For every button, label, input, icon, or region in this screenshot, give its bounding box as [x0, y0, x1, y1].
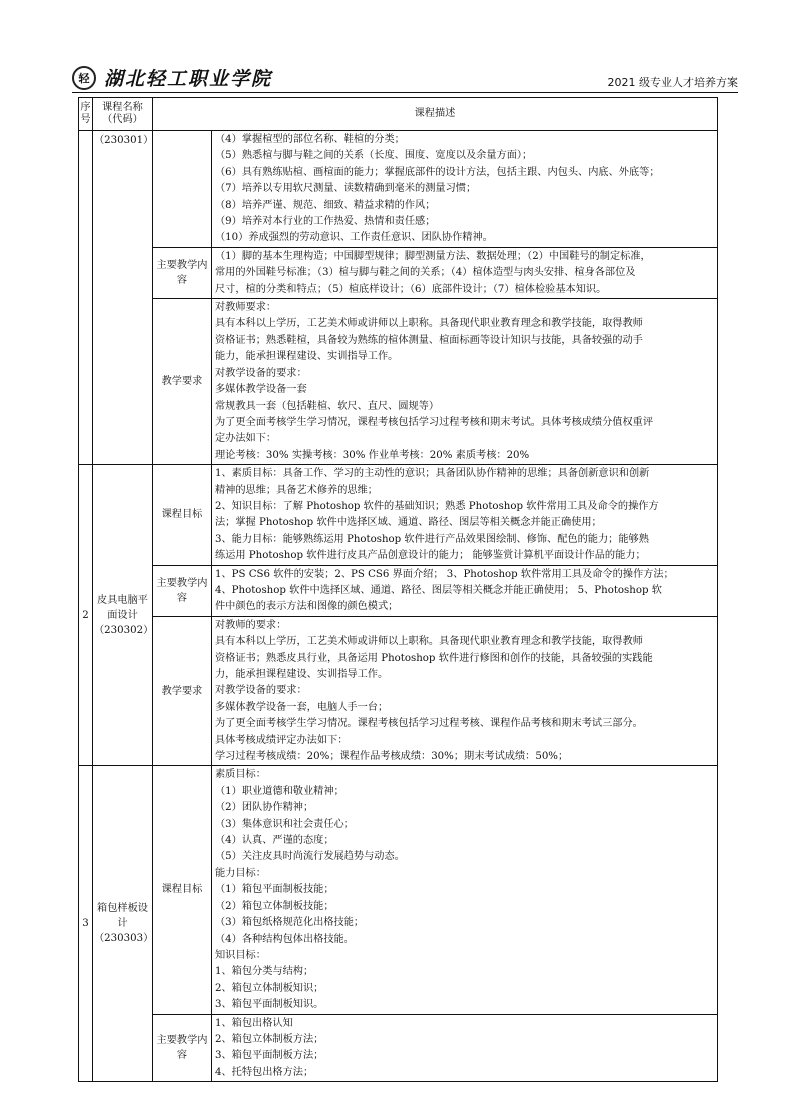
page-header: [72, 62, 738, 92]
desc-line: 2、箱包立体制板方法；: [215, 1033, 324, 1045]
desc-line: 1、箱包出格认知: [215, 1017, 293, 1029]
desc-line: 对教学设备的要求：: [215, 367, 307, 379]
desc-line: （2）团队协作精神；: [215, 802, 314, 814]
course3-goal-row: [79, 766, 718, 1014]
course1-req-label: 教学要求: [153, 299, 212, 465]
desc-line: （1）箱包平面制板技能；: [215, 884, 334, 896]
course3-content-desc: [212, 1014, 718, 1082]
course3-content-row: [79, 1014, 718, 1082]
course2-goal-row: [79, 465, 718, 565]
course1-content-label: 主要教学内容: [153, 247, 212, 298]
course3-content-label: 主要教学内容: [153, 1014, 212, 1082]
course1-goal-row: [79, 131, 718, 248]
desc-line: 资格证书；熟悉鞋楦，具备较为熟练的楦体测量、楦面标画等设计知识与技能，具备较强的动手: [215, 334, 643, 346]
course2-num: 2: [79, 465, 93, 766]
desc-line: （4）各种结构包体出格技能。: [215, 933, 354, 945]
header-seq: 序号: [79, 98, 93, 131]
course3-title: 箱包样板设计: [97, 903, 148, 930]
header-course: 课程名称（代码）: [93, 98, 153, 131]
course3-goal-label: 课程目标: [153, 766, 212, 1014]
course3-code: （230303）: [94, 933, 154, 945]
desc-line: 件中颜色的表示方法和图像的颜色模式；: [215, 601, 399, 613]
desc-line: 资格证书；熟悉皮具行业，具备运用 Photoshop 软件进行修图和创作的技能，具备较强的实践能: [215, 652, 653, 664]
desc-line: 能力，能承担课程建设、实训指导工作。: [215, 351, 399, 363]
course1-name: [93, 131, 153, 465]
desc-line: 能力目标：: [215, 867, 266, 879]
course1-goal-label: [153, 131, 212, 248]
desc-line: （9）培养对本行业的工作热爱、热情和责任感；: [215, 216, 436, 228]
desc-line: 常用的外国鞋号标准；（3）楦与脚与鞋之间的关系；（4）楦体造型与肉头安排、楦身各部位及: [215, 267, 636, 279]
desc-line: （4）掌握楦型的部位名称、鞋楦的分类；: [215, 134, 405, 145]
desc-line: 多媒体教学设备一套: [215, 384, 307, 396]
desc-line: 具有本科以上学历，工艺美术师或讲师以上职称。具备现代职业教育理念和教学技能，取得教师: [215, 318, 643, 330]
course-table: [78, 97, 718, 1082]
course2-req-row: [79, 616, 718, 766]
desc-line: 3、能力目标：能够熟练运用 Photoshop 软件进行产品效果图绘制、修饰、配色的能力；能够熟: [215, 533, 649, 545]
desc-line: （10）养成强烈的劳动意识、工作责任意识、团队协作精神。: [215, 232, 493, 244]
course1-content-desc: [212, 247, 718, 298]
course2-content-label: 主要教学内容: [153, 565, 212, 616]
desc-line: 尺寸，楦的分类和特点；（5）楦底样设计；（6）底部件设计；（7）楦体检验基本知识。: [215, 283, 607, 295]
desc-line: 4、托特包出格方法；: [215, 1066, 314, 1078]
desc-line: 1、PS CS6 软件的安装；2、PS CS6 界面介绍； 3、Photoshop 软件常用工具及命令的操作方法；: [215, 568, 674, 580]
desc-line: 2、箱包立体制板知识；: [215, 982, 324, 994]
school-seal-icon: 轻: [72, 66, 96, 90]
desc-line: （7）培养以专用软尺测量、读数精确到毫米的测量习惯；: [215, 183, 477, 195]
desc-line: 多媒体教学设备一套，电脑人手一台；: [215, 701, 389, 713]
course1-code: （230301）: [94, 135, 154, 146]
desc-line: 3、箱包平面制板知识。: [215, 999, 324, 1011]
course3-name: [93, 766, 153, 1082]
desc-line: （1）脚的基本生理构造；中国脚型规律；脚型测量方法、数据处理；（2）中国鞋号的制定标准，: [215, 250, 651, 262]
desc-line: 2、知识目标：了解 Photoshop 软件的基础知识；熟悉 Photoshop 软件常用工具及命令的操作方: [215, 500, 659, 512]
plan-title: 2021 级专业人才培养方案: [607, 76, 738, 89]
school-name: 湖北轻工职业学院: [104, 68, 273, 90]
desc-line: 4、Photoshop 软件中选择区域、通道、路径、图层等相关概念并能正确使用； 5、Photoshop 软: [215, 584, 662, 596]
desc-line: 具有本科以上学历，工艺美术师或讲师以上职称。具备现代职业教育理念和教学技能，取得教师: [215, 636, 643, 648]
course1-req-desc: [212, 299, 718, 465]
desc-line: 对教学设备的要求：: [215, 685, 307, 697]
course1-num: [79, 131, 93, 465]
course2-content-desc: [212, 565, 718, 616]
course2-title: 皮具电脑平面设计: [97, 594, 148, 621]
desc-line: （3）集体意识和社会责任心；: [215, 818, 354, 830]
desc-line: 力，能承担课程建设、实训指导工作。: [215, 669, 389, 680]
desc-line: 1、箱包分类与结构；: [215, 966, 314, 978]
desc-line: 素质目标：: [215, 769, 266, 781]
desc-line: （5）熟悉楦与脚与鞋之间的关系（长度、围度、宽度以及余量方面）；: [215, 150, 533, 162]
desc-line: （6）具有熟练贴楦、画楦面的能力；掌握底部件的设计方法，包括主跟、内包头、内底、外底等；: [215, 166, 660, 178]
desc-line: 知识目标：: [215, 949, 266, 961]
course2-code: （230302）: [94, 624, 154, 636]
desc-line: 法；掌握 Photoshop 软件中选择区域、通道、路径、图层等相关概念并能正确使用；: [215, 517, 602, 529]
course2-goal-label: 课程目标: [153, 465, 212, 565]
desc-line: 为了更全面考核学生学习情况。课程考核包括学习过程考核、课程作品考核和期末考试三部分。: [215, 718, 643, 730]
course3-num: 3: [79, 766, 93, 1082]
desc-line: 对教师的要求：: [215, 619, 287, 631]
course1-goal-desc: [212, 131, 718, 248]
desc-line: 练运用 Photoshop 软件进行皮具产品创意设计的能力； 能够鉴赏计算机平面设计作品的能力；: [215, 550, 646, 562]
desc-line: 定办法如下：: [215, 433, 277, 445]
desc-line: 3、箱包平面制板方法；: [215, 1050, 324, 1062]
course2-goal-desc: [212, 465, 718, 565]
desc-line: 具体考核成绩评定办法如下：: [215, 734, 348, 746]
desc-line: （1）职业道德和敬业精神；: [215, 785, 344, 797]
course2-content-row: [79, 565, 718, 616]
header-divider: [72, 92, 738, 93]
desc-line: 为了更全面考核学生学习情况，课程考核包括学习过程考核和期末考试。具体考核成绩分值权重评: [215, 416, 654, 428]
desc-line: 精神的思维；具备艺术修养的思维；: [215, 484, 378, 496]
desc-line: 理论考核：30% 实操考核：30% 作业单考核：20% 素质考核：20%: [215, 449, 530, 461]
course2-req-label: 教学要求: [153, 616, 212, 766]
desc-line: （3）箱包纸格规范化出格技能；: [215, 917, 365, 929]
desc-line: 常规教具一套（包括鞋楦、软尺、直尺、圆规等）: [215, 400, 440, 412]
course2-name: [93, 465, 153, 766]
header-desc: 课程描述: [153, 98, 718, 131]
desc-line: （5）关注皮具时尚流行发展趋势与动态。: [215, 851, 405, 863]
course2-req-desc: [212, 616, 718, 766]
desc-line: 学习过程考核成绩：20%；课程作品考核成绩：30%；期末考试成绩：50%；: [215, 751, 569, 763]
desc-line: （8）培养严谨、规范、细致、精益求精的作风；: [215, 199, 436, 211]
header-row: [79, 98, 718, 131]
desc-line: 1、素质目标：具备工作、学习的主动性的意识；具备团队协作精神的思维；具备创新意识和创新: [215, 468, 650, 480]
desc-line: 对教师要求：: [215, 302, 277, 314]
course1-req-row: [79, 299, 718, 465]
course3-goal-desc: [212, 766, 718, 1014]
course1-content-row: [79, 247, 718, 298]
desc-line: （2）箱包立体制板技能；: [215, 900, 334, 912]
school-logo: [72, 64, 272, 91]
desc-line: （4）认真、严谨的态度；: [215, 835, 334, 847]
